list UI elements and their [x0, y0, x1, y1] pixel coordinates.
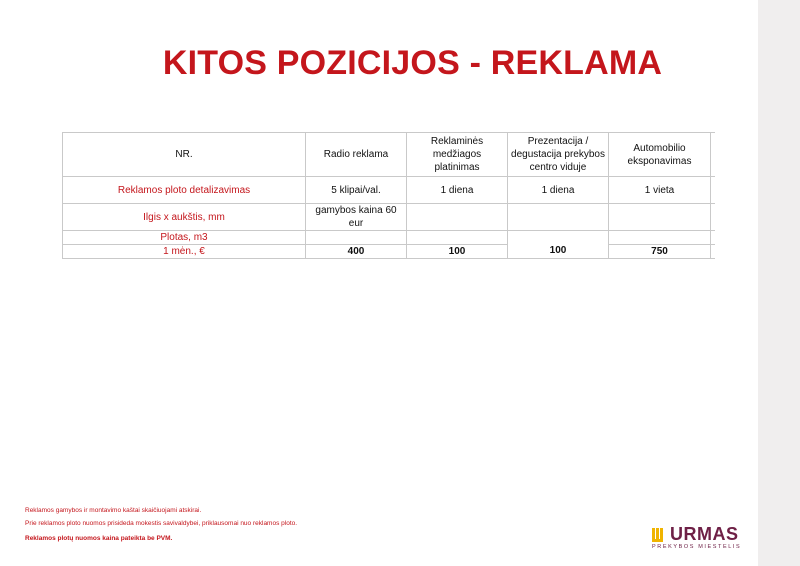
table-cut-column [711, 133, 716, 177]
cell: gamybos kaina 60 eur [306, 204, 407, 231]
cell [508, 204, 609, 231]
cell: 100 [407, 245, 508, 259]
cell [407, 231, 508, 245]
pricing-table [62, 132, 715, 259]
note-vat: Reklamos plotų nuomos kaina pateikta be PVM. [25, 535, 173, 542]
logo-wordmark: URMAS [670, 524, 739, 544]
cell: 1 diena [407, 177, 508, 204]
cell [306, 231, 407, 245]
table-cut-column [711, 231, 716, 245]
table-cut-column [711, 245, 716, 259]
header-car-exhibition: Automobilio eksponavimas [609, 133, 711, 177]
cell [407, 204, 508, 231]
table-cut-column [711, 204, 716, 231]
urmas-logo [650, 526, 750, 554]
cell: 1 diena [508, 177, 609, 204]
cell: 100 [508, 231, 609, 259]
cell: 400 [306, 245, 407, 259]
header-radio: Radio reklama [306, 133, 407, 177]
note-production-costs: Reklamos gamybos ir montavimo kaštai skaičiuojami atskirai. [25, 507, 202, 514]
cell: 5 klipai/val. [306, 177, 407, 204]
header-presentation: Prezentacija / degustacija prekybos centro viduje [508, 133, 609, 177]
table-row [63, 231, 716, 245]
note-municipality-fee: Prie reklamos ploto nuomos prisideda mokestis savivaldybei, priklausomai nuo reklamos ploto. [25, 520, 298, 527]
table-row [63, 204, 716, 231]
page-title: KITOS POZICIJOS - REKLAMA [162, 44, 663, 82]
cell [609, 204, 711, 231]
table-row [63, 245, 716, 259]
row-label-area: Plotas, m3 [63, 231, 306, 245]
cell: 1 vieta [609, 177, 711, 204]
header-distribution: Reklaminės medžiagos platinimas [407, 133, 508, 177]
logo-tagline: PREKYBOS MIESTELIS [652, 544, 742, 550]
cell: 750 [609, 245, 711, 259]
row-label-price: 1 mėn., € [63, 245, 306, 259]
table-row [63, 177, 716, 204]
row-label-detail: Reklamos ploto detalizavimas [63, 177, 306, 204]
header-nr: NR. [63, 133, 306, 177]
cell [609, 231, 711, 245]
page-edge-band [758, 0, 800, 566]
row-label-size: Ilgis x aukštis, mm [63, 204, 306, 231]
table-cut-column [711, 177, 716, 204]
footnotes [22, 503, 347, 549]
table-header-row [63, 133, 716, 177]
